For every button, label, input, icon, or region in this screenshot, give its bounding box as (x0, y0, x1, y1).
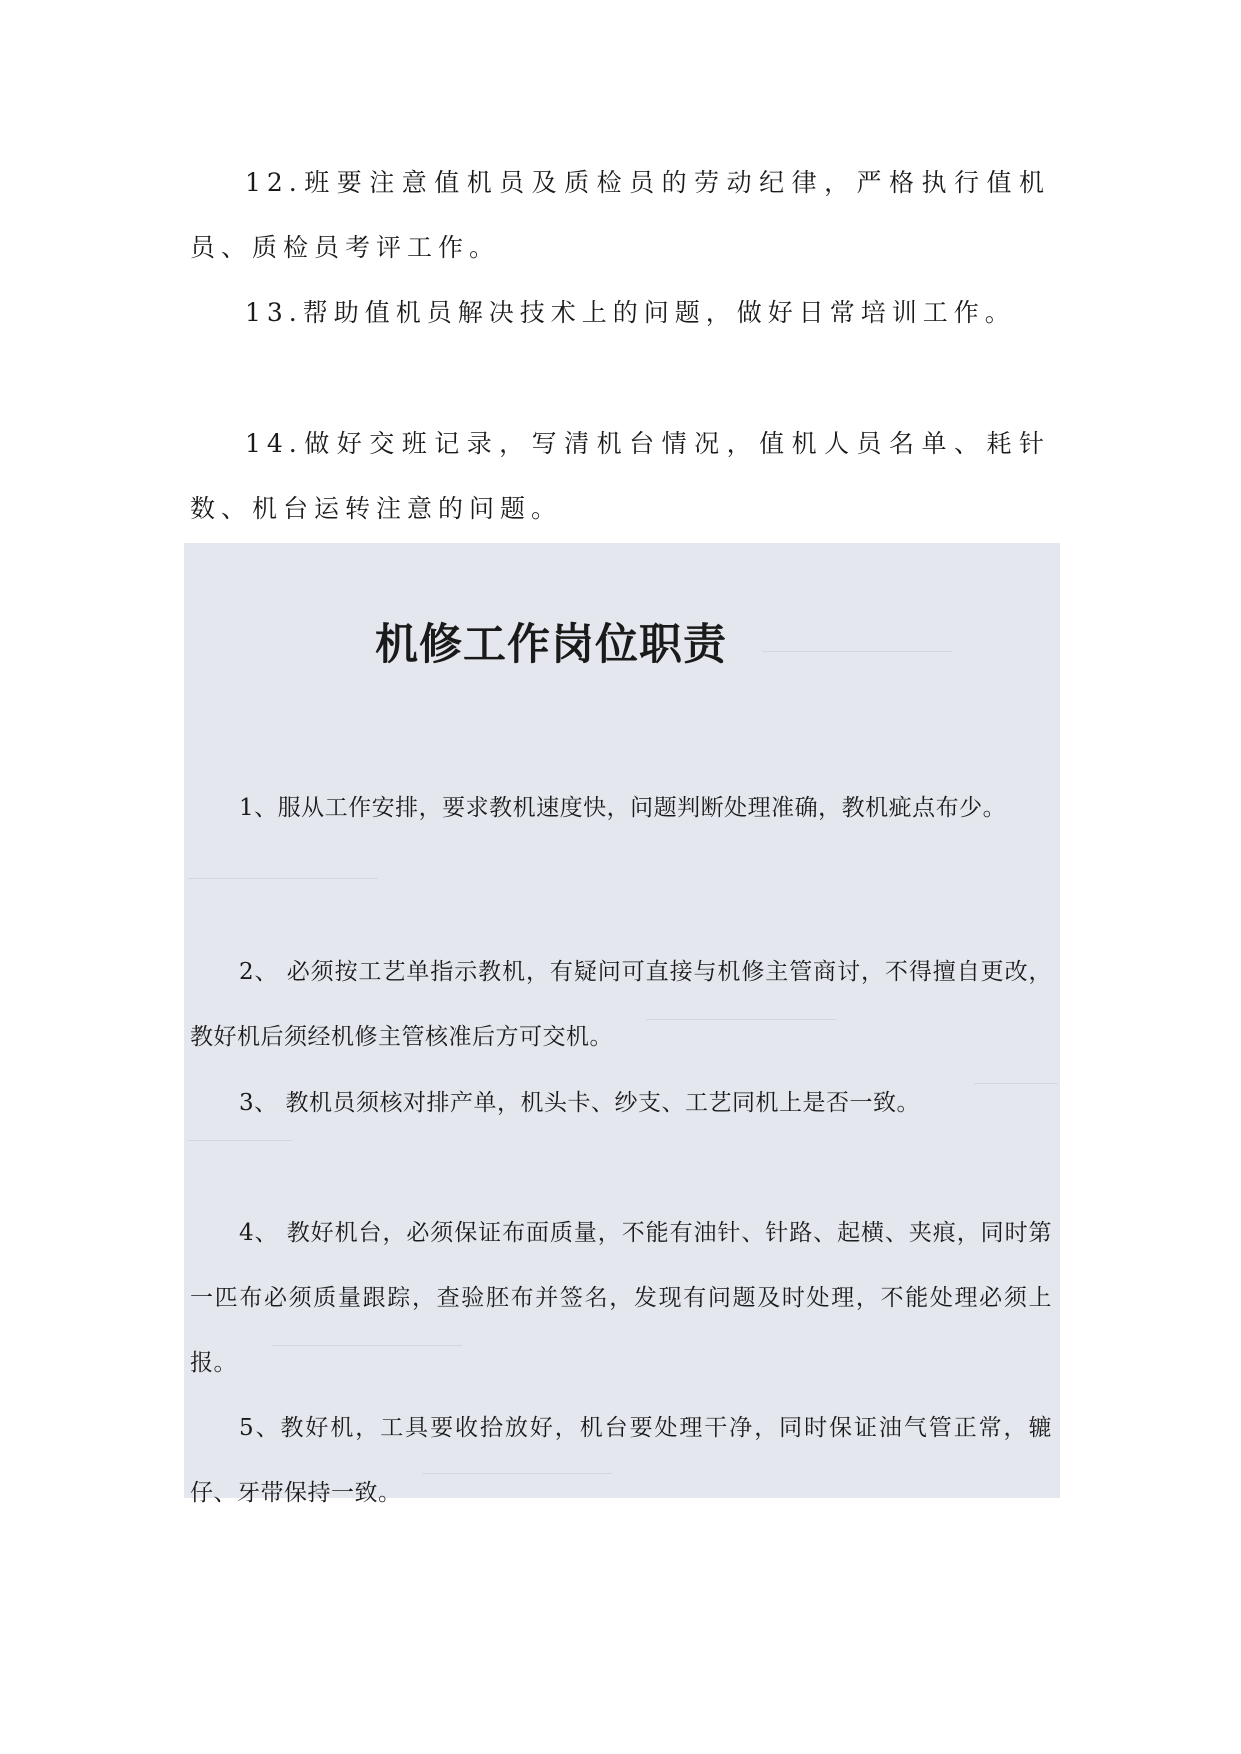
divider (762, 651, 952, 652)
duty-item-14: 14.做好交班记录，写清机台情况，值机人员名单、耗针数、机台运转注意的问题。 (190, 429, 1050, 523)
mechanic-duty-1: 1、服从工作安排，要求教机速度快，问题判断处理准确，教机疵点布少。 (239, 795, 1007, 821)
mechanic-duties-section (184, 543, 1060, 1506)
mechanic-duty-5: 5、教好机，工具要收拾放好，机台要处理干净，同时保证油气管正常，辘仔、牙带保持一致。 (190, 1415, 1052, 1506)
mechanic-duty-4: 4、 教好机台，必须保证布面质量，不能有油针、针路、起横、夹痕，同时第一匹布必须质量跟踪，查验胚布并签名，发现有问题及时处理，不能处理必须上报。 (190, 1220, 1052, 1376)
divider (646, 1019, 836, 1020)
divider (272, 1345, 462, 1346)
top-duty-list (190, 150, 1050, 541)
duty-item-12: 12.班要注意值机员及质检员的劳动纪律，严格执行值机员、质检员考评工作。 (190, 168, 1050, 262)
mechanic-duty-3: 3、 教机员须核对排产单，机头卡、纱支、工艺同机上是否一致。 (239, 1090, 920, 1116)
section-title: 机修工作岗位职责 (375, 620, 727, 670)
mechanic-duty-2: 2、 必须按工艺单指示教机，有疑问可直接与机修主管商讨，不得擅自更改，教好机后须经机修主管核准后方可交机。 (190, 959, 1052, 1050)
divider (422, 1473, 612, 1474)
divider (188, 878, 378, 879)
divider (188, 1140, 292, 1141)
divider (974, 1083, 1058, 1084)
duty-item-13: 13.帮助值机员解决技术上的问题，做好日常培训工作。 (245, 298, 1016, 327)
